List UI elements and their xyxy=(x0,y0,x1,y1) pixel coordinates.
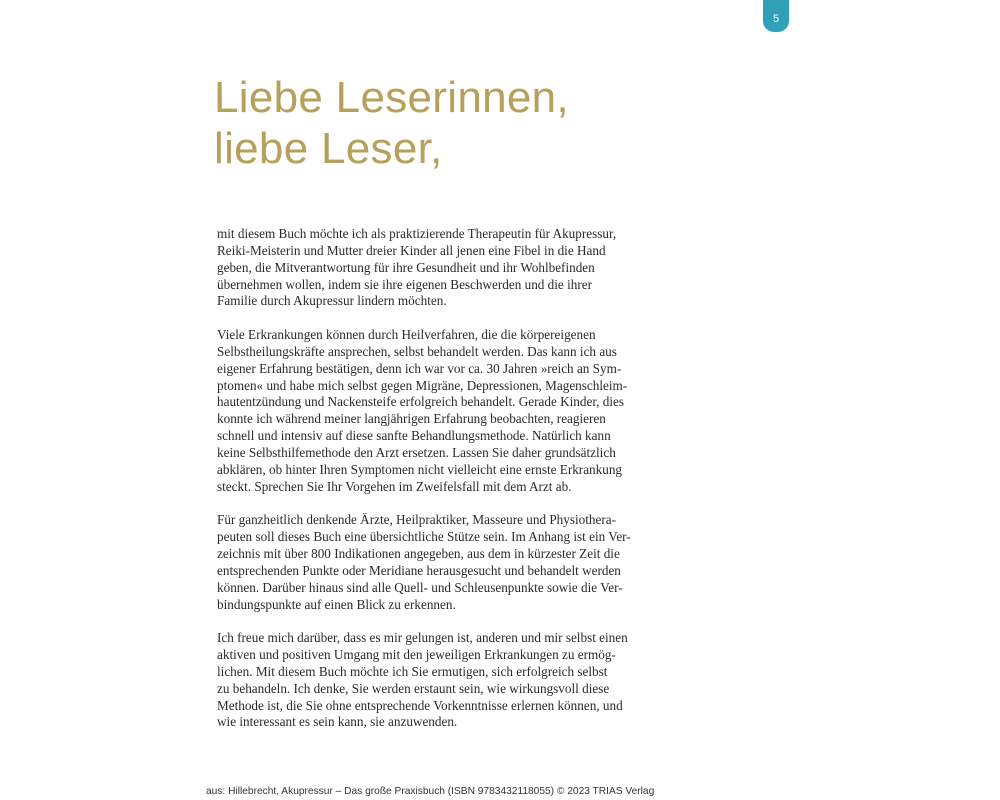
text-line: keine Selbsthilfemethode den Arzt ersetzen. Lassen Sie daher grundsätzlich xyxy=(217,444,616,460)
paragraph-professionals xyxy=(217,512,657,613)
text-line: Für ganzheitlich denkende Ärzte, Heilpraktiker, Masseure und Physiothera- xyxy=(217,512,616,528)
text-line: eigener Erfahrung bestätigen, denn ich war vor ca. 30 Jahren »reich an Sym- xyxy=(217,360,622,376)
page-title-line: Liebe Leserinnen, xyxy=(214,73,569,122)
page-title xyxy=(214,72,569,174)
text-line: Reiki-Meisterin und Mutter dreier Kinder all jenen eine Fibel in die Hand xyxy=(217,242,606,258)
text-line: Familie durch Akupressur lindern möchten. xyxy=(217,293,447,309)
page-title-line: liebe Leser, xyxy=(214,124,443,173)
text-line: schnell und intensiv auf diese sanfte Behandlungsmethode. Natürlich kann xyxy=(217,428,611,444)
text-line: können. Darüber hinaus sind alle Quell- und Schleusenpunkte sowie die Ver- xyxy=(217,579,623,595)
text-line: Ich freue mich darüber, dass es mir gelungen ist, anderen und mir selbst einen xyxy=(217,630,628,646)
text-line: bindungspunkte auf einen Blick zu erkennen. xyxy=(217,596,456,612)
text-line: Methode ist, die Sie ohne entsprechende Vorkenntnisse erlernen können, und xyxy=(217,697,623,713)
text-line: konnte ich während meiner langjährigen Erfahrung beobachten, reagieren xyxy=(217,411,606,427)
text-line: ptomen« und habe mich selbst gegen Migräne, Depressionen, Magenschleim- xyxy=(217,377,628,393)
paragraph-intro xyxy=(217,226,657,310)
body-text xyxy=(217,226,657,748)
text-line: mit diesem Buch möchte ich als praktizierende Therapeutin für Akupressur, xyxy=(217,226,617,241)
text-line: lichen. Mit diesem Buch möchte ich Sie ermutigen, sich erfolgreich selbst xyxy=(217,663,608,679)
source-footer: aus: Hillebrecht, Akupressur – Das große Praxisbuch (ISBN 9783432118055) © 2023 TRIAS Verlag xyxy=(206,786,655,797)
text-line: entsprechenden Punkte oder Meridiane herausgesucht und behandelt werden xyxy=(217,562,621,578)
text-line: peuten soll dieses Buch eine übersichtliche Stütze sein. Im Anhang ist ein Ver- xyxy=(217,529,631,545)
paragraph-experience xyxy=(217,327,657,495)
page-number-badge xyxy=(763,0,789,32)
text-line: wie interessant es sein kann, sie anzuwenden. xyxy=(217,714,458,730)
text-line: Viele Erkrankungen können durch Heilverfahren, die die körpereigenen xyxy=(217,327,596,343)
page-number: 5 xyxy=(772,13,780,25)
text-line: abklären, ob hinter Ihren Symptomen nicht vielleicht eine ernste Erkrankung xyxy=(217,461,623,477)
text-line: Selbstheilungskräfte ansprechen, selbst behandelt werden. Das kann ich aus xyxy=(217,343,617,359)
text-line: hautentzündung und Nackensteife erfolgreich behandelt. Gerade Kinder, dies xyxy=(217,394,625,410)
text-line: zu behandeln. Ich denke, Sie werden erstaunt sein, wie wirkungsvoll diese xyxy=(217,680,610,696)
text-line: geben, die Mitverantwortung für ihre Gesundheit und ihr Wohlbefinden xyxy=(217,259,595,275)
text-line: steckt. Sprechen Sie Ihr Vorgehen im Zweifelsfall mit dem Arzt ab. xyxy=(217,478,572,494)
text-line: zeichnis mit über 800 Indikationen angegeben, aus dem in kürzester Zeit die xyxy=(217,546,620,562)
paragraph-closing xyxy=(217,630,657,731)
text-line: übernehmen wollen, indem sie ihre eigenen Beschwerden und die ihrer xyxy=(217,276,592,292)
text-line: aktiven und positiven Umgang mit den jeweiligen Erkrankungen zu ermög- xyxy=(217,647,616,663)
